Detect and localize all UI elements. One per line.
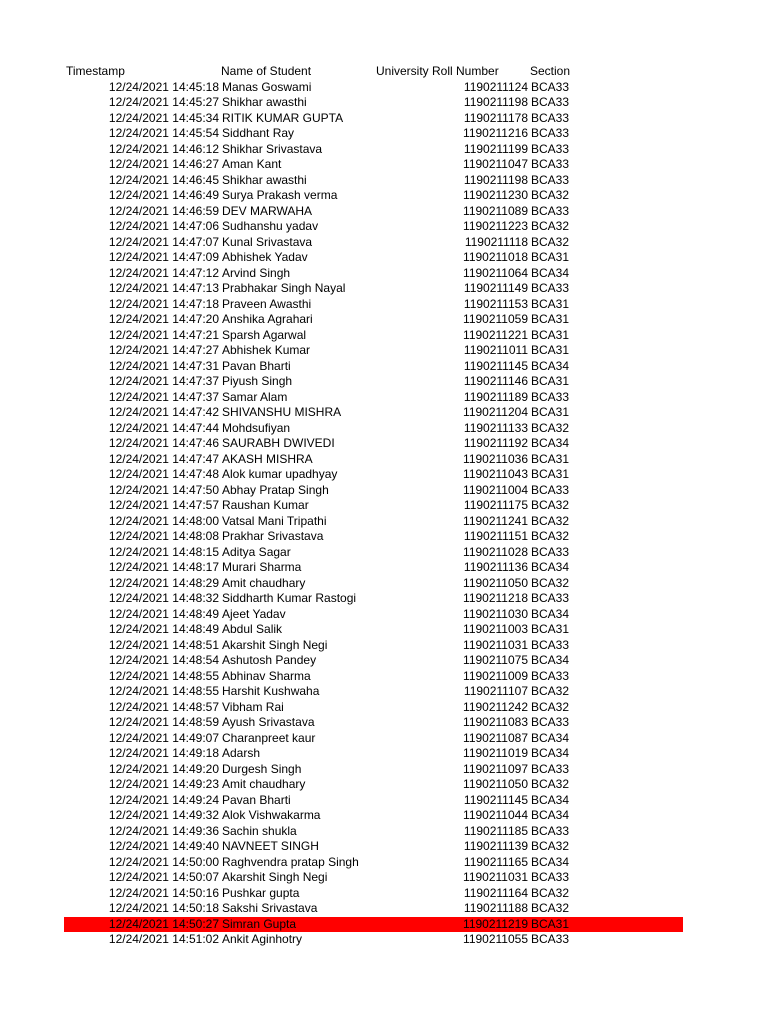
section-cell: BCA34: [531, 606, 570, 621]
student-name-cell: SHIVANSHU MISHRA: [222, 405, 342, 419]
student-name-cell: Akarshit Singh Negi: [222, 870, 328, 884]
timestamp-cell: 12/24/2021 14:47:07: [108, 234, 219, 249]
roll-number-cell: 1190211145: [463, 358, 528, 373]
roll-number-cell: 1190211018: [463, 250, 528, 264]
section-cell: BCA31: [531, 374, 570, 388]
student-name-cell: Manas Goswami: [222, 79, 312, 94]
table-row: [0, 204, 768, 220]
roll-number-cell: 1190211145: [463, 792, 528, 807]
student-name-cell: Sudhanshu yadav: [222, 219, 319, 233]
timestamp-cell: 12/24/2021 14:47:27: [108, 343, 219, 357]
section-cell: BCA31: [531, 405, 570, 419]
roll-number-cell: 1190211216: [463, 126, 528, 140]
table-row: [0, 932, 768, 948]
student-name-cell: Ankit Aginhotry: [222, 932, 303, 946]
timestamp-cell: 12/24/2021 14:49:32: [108, 808, 219, 822]
roll-number-cell: 1190211192: [463, 436, 528, 450]
section-cell: BCA33: [531, 591, 570, 605]
table-row: [0, 793, 768, 809]
table-row: [0, 173, 768, 189]
section-cell: BCA32: [531, 513, 570, 528]
student-name-cell: Anshika Agrahari: [222, 312, 313, 326]
section-cell: BCA34: [531, 792, 570, 807]
timestamp-cell: 12/24/2021 14:46:59: [108, 203, 219, 218]
table-row: [0, 483, 768, 499]
student-name-cell: AKASH MISHRA: [222, 451, 313, 466]
section-cell: BCA31: [531, 916, 570, 931]
timestamp-cell: 12/24/2021 14:46:27: [108, 157, 219, 171]
roll-number-cell: 1190211204: [463, 405, 528, 419]
table-row: [0, 762, 768, 778]
spreadsheet: [0, 64, 768, 948]
table-row: [0, 901, 768, 917]
student-name-cell: Raghvendra pratap Singh: [222, 854, 359, 869]
student-name-cell: Adarsh: [222, 746, 261, 760]
section-cell: BCA32: [531, 885, 570, 900]
roll-number-cell: 1190211164: [463, 885, 528, 900]
student-name-cell: Arvind Singh: [222, 265, 291, 280]
student-name-cell: Abhishek Yadav: [222, 250, 308, 264]
timestamp-cell: 12/24/2021 14:48:59: [108, 715, 219, 729]
student-name-cell: Siddhant Ray: [222, 126, 295, 140]
roll-number-cell: 1190211083: [463, 715, 528, 729]
section-cell: BCA32: [531, 498, 570, 512]
section-cell: BCA33: [531, 637, 570, 652]
timestamp-cell: 12/24/2021 14:48:54: [108, 653, 219, 667]
timestamp-cell: 12/24/2021 14:47:50: [108, 482, 219, 497]
roll-number-cell: 1190211031: [463, 870, 528, 884]
roll-number-cell: 1190211198: [463, 172, 528, 187]
student-name-cell: Vibham Rai: [222, 699, 284, 714]
student-name-cell: Sparsh Agarwal: [222, 327, 307, 342]
timestamp-cell: 12/24/2021 14:45:27: [108, 95, 219, 109]
student-name-cell: Raushan Kumar: [222, 498, 309, 512]
table-row: [0, 111, 768, 127]
table-row: [0, 669, 768, 685]
section-cell: BCA34: [531, 560, 570, 574]
timestamp-cell: 12/24/2021 14:48:17: [108, 560, 219, 574]
roll-number-cell: 1190211218: [463, 591, 528, 605]
table-row: [0, 498, 768, 514]
table-body: [0, 80, 768, 948]
timestamp-cell: 12/24/2021 14:50:07: [108, 870, 219, 884]
roll-number-cell: 1190211124: [463, 79, 528, 94]
section-cell: BCA32: [531, 684, 570, 698]
section-cell: BCA32: [531, 188, 570, 202]
timestamp-cell: 12/24/2021 14:47:09: [108, 250, 219, 264]
section-cell: BCA33: [531, 95, 570, 109]
header-row: [0, 64, 768, 80]
timestamp-cell: 12/24/2021 14:45:34: [108, 110, 219, 125]
section-cell: BCA33: [531, 110, 570, 125]
table-row: [0, 436, 768, 452]
student-name-cell: Ayush Srivastava: [222, 715, 315, 729]
roll-number-cell: 1190211011: [463, 343, 528, 357]
timestamp-cell: 12/24/2021 14:49:20: [108, 761, 219, 776]
roll-number-cell: 1190211030: [463, 606, 528, 621]
timestamp-cell: 12/24/2021 14:47:46: [108, 436, 219, 450]
table-row: [0, 607, 768, 623]
student-name-cell: Aman Kant: [222, 157, 282, 171]
student-name-cell: Simran Gupta: [222, 916, 297, 931]
student-name-cell: Prabhakar Singh Nayal: [222, 281, 346, 295]
student-name-cell: Shikhar awasthi: [222, 172, 307, 187]
table-row: [0, 746, 768, 762]
section-cell: BCA33: [531, 172, 570, 187]
header-roll-number: University Roll Number: [376, 64, 499, 78]
timestamp-cell: 12/24/2021 14:48:57: [108, 699, 219, 714]
roll-number-cell: 1190211004: [463, 482, 528, 497]
timestamp-cell: 12/24/2021 14:49:36: [108, 823, 219, 838]
table-row-highlighted: [64, 917, 683, 933]
student-name-cell: Murari Sharma: [222, 560, 302, 574]
roll-number-cell: 1190211146: [463, 374, 528, 388]
header-name: Name of Student: [221, 64, 312, 78]
roll-number-cell: 1190211075: [463, 653, 528, 667]
roll-number-cell: 1190211221: [463, 327, 528, 342]
timestamp-cell: 12/24/2021 14:45:18: [108, 79, 219, 94]
roll-number-cell: 1190211097: [463, 761, 528, 776]
student-name-cell: Prakhar Srivastava: [222, 529, 324, 543]
timestamp-cell: 12/24/2021 14:47:48: [108, 467, 219, 481]
section-cell: BCA33: [531, 823, 570, 838]
student-name-cell: Siddharth Kumar Rastogi: [222, 591, 357, 605]
table-row: [0, 591, 768, 607]
timestamp-cell: 12/24/2021 14:49:23: [108, 777, 219, 791]
student-name-cell: Vatsal Mani Tripathi: [222, 513, 327, 528]
table-row: [0, 328, 768, 344]
timestamp-cell: 12/24/2021 14:47:18: [108, 296, 219, 311]
table-row: [0, 731, 768, 747]
section-cell: BCA34: [531, 808, 570, 822]
table-row: [0, 777, 768, 793]
section-cell: BCA34: [531, 436, 570, 450]
section-cell: BCA32: [531, 777, 570, 791]
table-row: [0, 359, 768, 375]
student-name-cell: Praveen Awasthi: [222, 296, 312, 311]
timestamp-cell: 12/24/2021 14:50:16: [108, 885, 219, 900]
student-name-cell: Kunal Srivastava: [222, 234, 313, 249]
student-name-cell: Ashutosh Pandey: [222, 653, 317, 667]
table-row: [0, 529, 768, 545]
section-cell: BCA32: [531, 575, 570, 590]
table-row: [0, 514, 768, 530]
table-row: [0, 343, 768, 359]
roll-number-cell: 1190211178: [463, 110, 528, 125]
student-name-cell: Aditya Sagar: [222, 544, 291, 559]
timestamp-cell: 12/24/2021 14:48:32: [108, 591, 219, 605]
roll-number-cell: 1190211151: [463, 529, 528, 543]
roll-number-cell: 1190211043: [463, 467, 528, 481]
section-cell: BCA32: [531, 699, 570, 714]
table-row: [0, 638, 768, 654]
timestamp-cell: 12/24/2021 14:47:57: [108, 498, 219, 512]
timestamp-cell: 12/24/2021 14:48:55: [108, 684, 219, 698]
section-cell: BCA33: [531, 482, 570, 497]
student-name-cell: Alok Vishwakarma: [222, 808, 321, 822]
timestamp-cell: 12/24/2021 14:47:37: [108, 374, 219, 388]
student-name-cell: Ajeet Yadav: [222, 606, 286, 621]
section-cell: BCA33: [531, 79, 570, 94]
timestamp-cell: 12/24/2021 14:48:00: [108, 513, 219, 528]
student-name-cell: Shikhar awasthi: [222, 95, 307, 109]
student-name-cell: Mohdsufiyan: [222, 420, 291, 435]
table-row: [0, 80, 768, 96]
table-row: [0, 715, 768, 731]
table-row: [0, 266, 768, 282]
roll-number-cell: 1190211059: [463, 312, 528, 326]
table-row: [0, 374, 768, 390]
student-name-cell: Shikhar Srivastava: [222, 141, 323, 156]
roll-number-cell: 1190211055: [463, 932, 528, 946]
student-name-cell: Pavan Bharti: [222, 358, 291, 373]
table-row: [0, 235, 768, 251]
roll-number-cell: 1190211185: [463, 823, 528, 838]
student-name-cell: Piyush Singh: [222, 374, 293, 388]
roll-number-cell: 1190211089: [463, 203, 528, 218]
table-row: [0, 622, 768, 638]
timestamp-cell: 12/24/2021 14:49:24: [108, 792, 219, 807]
student-name-cell: Surya Prakash verma: [222, 188, 338, 202]
section-cell: BCA33: [531, 141, 570, 156]
roll-number-cell: 1190211149: [463, 281, 528, 295]
section-cell: BCA33: [531, 126, 570, 140]
timestamp-cell: 12/24/2021 14:48:29: [108, 575, 219, 590]
timestamp-cell: 12/24/2021 14:47:21: [108, 327, 219, 342]
section-cell: BCA33: [531, 668, 570, 683]
roll-number-cell: 1190211198: [463, 95, 528, 109]
section-cell: BCA32: [531, 219, 570, 233]
timestamp-cell: 12/24/2021 14:48:49: [108, 622, 219, 636]
table-row: [0, 452, 768, 468]
roll-number-cell: 1190211050: [463, 777, 528, 791]
table-row: [0, 653, 768, 669]
section-cell: BCA32: [531, 529, 570, 543]
timestamp-cell: 12/24/2021 14:46:49: [108, 188, 219, 202]
timestamp-cell: 12/24/2021 14:47:06: [108, 219, 219, 233]
roll-number-cell: 1190211175: [463, 498, 528, 512]
timestamp-cell: 12/24/2021 14:47:37: [108, 389, 219, 404]
table-row: [0, 700, 768, 716]
section-cell: BCA33: [531, 281, 570, 295]
section-cell: BCA34: [531, 265, 570, 280]
roll-number-cell: 1190211165: [463, 854, 528, 869]
roll-number-cell: 1190211064: [463, 265, 528, 280]
table-row: [0, 421, 768, 437]
section-cell: BCA33: [531, 870, 570, 884]
roll-number-cell: 1190211003: [463, 622, 528, 636]
roll-number-cell: 1190211223: [463, 219, 528, 233]
roll-number-cell: 1190211019: [463, 746, 528, 760]
section-cell: BCA33: [531, 203, 570, 218]
section-cell: BCA31: [531, 250, 570, 264]
table-row: [0, 142, 768, 158]
timestamp-cell: 12/24/2021 14:50:18: [108, 901, 219, 915]
table-row: [0, 390, 768, 406]
timestamp-cell: 12/24/2021 14:45:54: [108, 126, 219, 140]
roll-number-cell: 1190211241: [463, 513, 528, 528]
student-name-cell: Abhishek Kumar: [222, 343, 311, 357]
student-name-cell: Abdul Salik: [222, 622, 283, 636]
student-name-cell: Charanpreet kaur: [222, 730, 316, 745]
table-row: [0, 467, 768, 483]
student-name-cell: SAURABH DWIVEDI: [222, 436, 335, 450]
student-name-cell: Harshit Kushwaha: [222, 684, 320, 698]
roll-number-cell: 1190211230: [463, 188, 528, 202]
roll-number-cell: 1190211107: [463, 684, 528, 698]
roll-number-cell: 1190211087: [463, 730, 528, 745]
header-section: Section: [530, 64, 571, 78]
section-cell: BCA31: [531, 467, 570, 481]
timestamp-cell: 12/24/2021 14:46:12: [108, 141, 219, 156]
table-row: [0, 219, 768, 235]
timestamp-cell: 12/24/2021 14:48:08: [108, 529, 219, 543]
section-cell: BCA33: [531, 932, 570, 946]
table-row: [0, 188, 768, 204]
section-cell: BCA33: [531, 389, 570, 404]
student-name-cell: Abhay Pratap Singh: [222, 482, 329, 497]
table-row: [0, 250, 768, 266]
timestamp-cell: 12/24/2021 14:47:44: [108, 420, 219, 435]
student-name-cell: Alok kumar upadhyay: [222, 467, 338, 481]
section-cell: BCA34: [531, 653, 570, 667]
section-cell: BCA32: [531, 839, 570, 853]
timestamp-cell: 12/24/2021 14:47:13: [108, 281, 219, 295]
section-cell: BCA33: [531, 761, 570, 776]
table-row: [0, 824, 768, 840]
section-cell: BCA34: [531, 854, 570, 869]
timestamp-cell: 12/24/2021 14:50:27: [108, 916, 219, 931]
section-cell: BCA33: [531, 157, 570, 171]
student-name-cell: DEV MARWAHA: [222, 203, 313, 218]
timestamp-cell: 12/24/2021 14:47:31: [108, 358, 219, 373]
roll-number-cell: 1190211136: [463, 560, 528, 574]
section-cell: BCA34: [531, 358, 570, 373]
section-cell: BCA31: [531, 343, 570, 357]
roll-number-cell: 1190211242: [463, 699, 528, 714]
table-row: [0, 684, 768, 700]
roll-number-cell: 1190211036: [463, 451, 528, 466]
student-name-cell: Sakshi Srivastava: [222, 901, 318, 915]
section-cell: BCA31: [531, 622, 570, 636]
student-name-cell: Amit chaudhary: [222, 777, 306, 791]
section-cell: BCA33: [531, 544, 570, 559]
student-name-cell: Abhinav Sharma: [222, 668, 311, 683]
header-timestamp: Timestamp: [66, 64, 125, 78]
table-row: [0, 855, 768, 871]
student-name-cell: Durgesh Singh: [222, 761, 302, 776]
section-cell: BCA32: [531, 901, 570, 915]
table-row: [0, 312, 768, 328]
timestamp-cell: 12/24/2021 14:47:12: [108, 265, 219, 280]
timestamp-cell: 12/24/2021 14:48:55: [108, 668, 219, 683]
section-cell: BCA34: [531, 730, 570, 745]
table-row: [0, 886, 768, 902]
table-row: [0, 870, 768, 886]
timestamp-cell: 12/24/2021 14:49:07: [108, 730, 219, 745]
student-name-cell: Pushkar gupta: [222, 885, 300, 900]
timestamp-cell: 12/24/2021 14:50:00: [108, 854, 219, 869]
table-row: [0, 576, 768, 592]
section-cell: BCA31: [531, 296, 570, 311]
timestamp-cell: 12/24/2021 14:48:49: [108, 606, 219, 621]
table-row: [0, 839, 768, 855]
roll-number-cell: 1190211031: [463, 637, 528, 652]
timestamp-cell: 12/24/2021 14:46:45: [108, 172, 219, 187]
table-row: [0, 297, 768, 313]
table-row: [0, 545, 768, 561]
table-row: [0, 95, 768, 111]
table-row: [0, 560, 768, 576]
table-row: [0, 281, 768, 297]
roll-number-cell: 1190211050: [463, 575, 528, 590]
section-cell: BCA31: [531, 327, 570, 342]
table-row: [0, 808, 768, 824]
section-cell: BCA32: [531, 420, 570, 435]
student-name-cell: NAVNEET SINGH: [222, 839, 319, 853]
student-name-cell: Sachin shukla: [222, 823, 297, 838]
roll-number-cell: 1190211188: [463, 901, 528, 915]
timestamp-cell: 12/24/2021 14:47:20: [108, 312, 219, 326]
roll-number-cell: 1190211028: [463, 544, 528, 559]
roll-number-cell: 1190211189: [463, 389, 528, 404]
roll-number-cell: 1190211047: [463, 157, 528, 171]
timestamp-cell: 12/24/2021 14:48:51: [108, 637, 219, 652]
timestamp-cell: 12/24/2021 14:51:02: [108, 932, 219, 946]
roll-number-cell: 1190211009: [463, 668, 528, 683]
section-cell: BCA33: [531, 715, 570, 729]
roll-number-cell: 1190211153: [463, 296, 528, 311]
timestamp-cell: 12/24/2021 14:49:40: [108, 839, 219, 853]
timestamp-cell: 12/24/2021 14:48:15: [108, 544, 219, 559]
table-row: [0, 157, 768, 173]
section-cell: BCA32: [531, 234, 570, 249]
section-cell: BCA31: [531, 312, 570, 326]
timestamp-cell: 12/24/2021 14:47:42: [108, 405, 219, 419]
student-name-cell: Akarshit Singh Negi: [222, 637, 328, 652]
section-cell: BCA31: [531, 451, 570, 466]
table-row: [0, 126, 768, 142]
roll-number-cell: 1190211118: [464, 234, 528, 249]
student-name-cell: Amit chaudhary: [222, 575, 306, 590]
student-name-cell: Pavan Bharti: [222, 792, 291, 807]
roll-number-cell: 1190211044: [463, 808, 528, 822]
student-name-cell: RITIK KUMAR GUPTA: [222, 110, 344, 125]
roll-number-cell: 1190211133: [463, 420, 528, 435]
table-row: [0, 405, 768, 421]
student-name-cell: Samar Alam: [222, 389, 288, 404]
roll-number-cell: 1190211219: [463, 916, 528, 931]
roll-number-cell: 1190211139: [463, 839, 528, 853]
section-cell: BCA34: [531, 746, 570, 760]
roll-number-cell: 1190211199: [463, 141, 528, 156]
timestamp-cell: 12/24/2021 14:47:47: [108, 451, 219, 466]
timestamp-cell: 12/24/2021 14:49:18: [108, 746, 219, 760]
